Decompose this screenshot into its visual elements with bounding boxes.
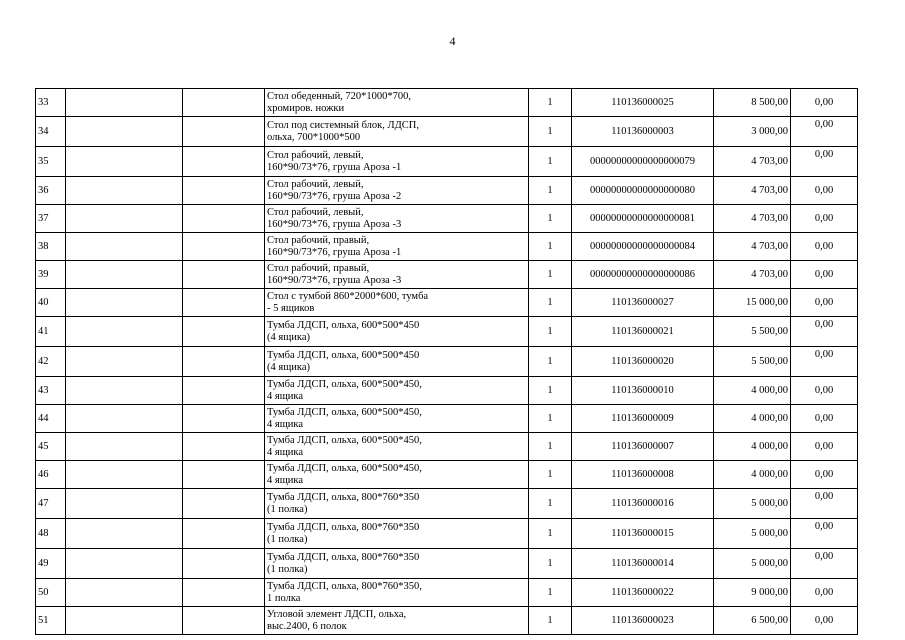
table-row [36, 147, 858, 177]
table-row [36, 377, 858, 405]
empty-cell [66, 519, 183, 549]
item-name: Стол обеденный, 720*1000*700, хромиров. ножки [265, 89, 529, 117]
empty-cell [183, 607, 265, 635]
empty-cell [66, 205, 183, 233]
empty-cell [66, 147, 183, 177]
row-number: 36 [36, 177, 66, 205]
residual-value: 0,00 [791, 89, 858, 117]
empty-cell [183, 89, 265, 117]
item-quantity: 1 [529, 549, 572, 579]
empty-cell [66, 317, 183, 347]
empty-cell [66, 489, 183, 519]
table-row [36, 405, 858, 433]
footer-line [765, 634, 815, 635]
item-quantity: 1 [529, 519, 572, 549]
item-name: Угловой элемент ЛДСП, ольха, выс.2400, 6 полок [265, 607, 529, 635]
table-row [36, 317, 858, 347]
empty-cell [183, 461, 265, 489]
row-number: 45 [36, 433, 66, 461]
item-quantity: 1 [529, 377, 572, 405]
inventory-code: 00000000000000000086 [572, 261, 714, 289]
inventory-code: 00000000000000000079 [572, 147, 714, 177]
item-name: Стол рабочий, правый, 160*90/73*76, груша Ароза -1 [265, 233, 529, 261]
item-quantity: 1 [529, 433, 572, 461]
item-price: 4 703,00 [714, 177, 791, 205]
item-name: Тумба ЛДСП, ольха, 600*500*450, 4 ящика [265, 433, 529, 461]
item-price: 4 000,00 [714, 405, 791, 433]
item-price: 4 703,00 [714, 205, 791, 233]
row-number: 34 [36, 117, 66, 147]
empty-cell [66, 461, 183, 489]
item-price: 5 000,00 [714, 549, 791, 579]
residual-value: 0,00 [791, 317, 858, 347]
empty-cell [66, 261, 183, 289]
row-number: 38 [36, 233, 66, 261]
inventory-code: 110136000008 [572, 461, 714, 489]
item-price: 4 000,00 [714, 377, 791, 405]
item-quantity: 1 [529, 233, 572, 261]
residual-value: 0,00 [791, 405, 858, 433]
item-quantity: 1 [529, 489, 572, 519]
empty-cell [183, 117, 265, 147]
table-row [36, 261, 858, 289]
item-quantity: 1 [529, 607, 572, 635]
residual-value: 0,00 [791, 461, 858, 489]
row-number: 48 [36, 519, 66, 549]
item-name: Стол под системный блок, ЛДСП, ольха, 700*1000*500 [265, 117, 529, 147]
residual-value: 0,00 [791, 579, 858, 607]
inventory-table [35, 88, 858, 635]
item-quantity: 1 [529, 177, 572, 205]
item-quantity: 1 [529, 347, 572, 377]
residual-value: 0,00 [791, 489, 858, 519]
inventory-code: 110136000023 [572, 607, 714, 635]
table-row [36, 289, 858, 317]
table-row [36, 607, 858, 635]
table-row [36, 347, 858, 377]
row-number: 51 [36, 607, 66, 635]
item-name: Тумба ЛДСП, ольха, 600*500*450 (4 ящика) [265, 347, 529, 377]
residual-value: 0,00 [791, 347, 858, 377]
table-row [36, 579, 858, 607]
item-quantity: 1 [529, 405, 572, 433]
item-name: Стол рабочий, левый, 160*90/73*76, груша Ароза -1 [265, 147, 529, 177]
item-price: 5 000,00 [714, 519, 791, 549]
empty-cell [183, 233, 265, 261]
table-row [36, 461, 858, 489]
residual-value: 0,00 [791, 261, 858, 289]
table-row [36, 89, 858, 117]
residual-value: 0,00 [791, 519, 858, 549]
table-row [36, 519, 858, 549]
item-name: Тумба ЛДСП, ольха, 600*500*450, 4 ящика [265, 405, 529, 433]
inventory-code: 00000000000000000081 [572, 205, 714, 233]
item-name: Тумба ЛДСП, ольха, 800*760*350 (1 полка) [265, 519, 529, 549]
row-number: 46 [36, 461, 66, 489]
inventory-code: 110136000010 [572, 377, 714, 405]
empty-cell [183, 549, 265, 579]
inventory-code: 00000000000000000080 [572, 177, 714, 205]
residual-value: 0,00 [791, 117, 858, 147]
item-price: 6 500,00 [714, 607, 791, 635]
empty-cell [183, 347, 265, 377]
item-name: Стол рабочий, правый, 160*90/73*76, груша Ароза -3 [265, 261, 529, 289]
inventory-code: 00000000000000000084 [572, 233, 714, 261]
row-number: 43 [36, 377, 66, 405]
residual-value: 0,00 [791, 233, 858, 261]
residual-value: 0,00 [791, 205, 858, 233]
inventory-code: 110136000007 [572, 433, 714, 461]
inventory-code: 110136000016 [572, 489, 714, 519]
item-name: Тумба ЛДСП, ольха, 800*760*350, 1 полка [265, 579, 529, 607]
item-quantity: 1 [529, 317, 572, 347]
table-row [36, 433, 858, 461]
empty-cell [66, 549, 183, 579]
empty-cell [66, 289, 183, 317]
table-row [36, 549, 858, 579]
row-number: 42 [36, 347, 66, 377]
row-number: 37 [36, 205, 66, 233]
residual-value: 0,00 [791, 177, 858, 205]
item-name: Тумба ЛДСП, ольха, 600*500*450 (4 ящика) [265, 317, 529, 347]
row-number: 39 [36, 261, 66, 289]
item-name: Тумба ЛДСП, ольха, 600*500*450, 4 ящика [265, 461, 529, 489]
empty-cell [66, 233, 183, 261]
residual-value: 0,00 [791, 289, 858, 317]
empty-cell [66, 377, 183, 405]
table-row [36, 205, 858, 233]
empty-cell [183, 519, 265, 549]
inventory-code: 110136000020 [572, 347, 714, 377]
inventory-code: 110136000025 [572, 89, 714, 117]
item-name: Стол с тумбой 860*2000*600, тумба - 5 ящиков [265, 289, 529, 317]
item-price: 15 000,00 [714, 289, 791, 317]
row-number: 50 [36, 579, 66, 607]
item-quantity: 1 [529, 579, 572, 607]
residual-value: 0,00 [791, 607, 858, 635]
empty-cell [183, 405, 265, 433]
table-body [36, 89, 858, 635]
row-number: 47 [36, 489, 66, 519]
residual-value: 0,00 [791, 147, 858, 177]
item-price: 4 000,00 [714, 433, 791, 461]
row-number: 35 [36, 147, 66, 177]
item-price: 4 703,00 [714, 261, 791, 289]
empty-cell [66, 433, 183, 461]
empty-cell [66, 117, 183, 147]
item-quantity: 1 [529, 117, 572, 147]
item-quantity: 1 [529, 261, 572, 289]
item-quantity: 1 [529, 89, 572, 117]
inventory-code: 110136000022 [572, 579, 714, 607]
table-row [36, 233, 858, 261]
item-price: 4 703,00 [714, 233, 791, 261]
empty-cell [183, 489, 265, 519]
item-price: 3 000,00 [714, 117, 791, 147]
item-price: 8 500,00 [714, 89, 791, 117]
empty-cell [183, 289, 265, 317]
empty-cell [66, 177, 183, 205]
residual-value: 0,00 [791, 433, 858, 461]
item-price: 9 000,00 [714, 579, 791, 607]
item-quantity: 1 [529, 461, 572, 489]
item-name: Тумба ЛДСП, ольха, 600*500*450, 4 ящика [265, 377, 529, 405]
empty-cell [66, 347, 183, 377]
item-quantity: 1 [529, 289, 572, 317]
item-price: 5 000,00 [714, 489, 791, 519]
empty-cell [183, 377, 265, 405]
item-quantity: 1 [529, 147, 572, 177]
item-name: Тумба ЛДСП, ольха, 800*760*350 (1 полка) [265, 549, 529, 579]
empty-cell [183, 205, 265, 233]
item-name: Стол рабочий, левый, 160*90/73*76, груша Ароза -2 [265, 177, 529, 205]
residual-value: 0,00 [791, 377, 858, 405]
empty-cell [183, 177, 265, 205]
table-row [36, 117, 858, 147]
item-price: 4 703,00 [714, 147, 791, 177]
page-number: 4 [449, 34, 456, 48]
empty-cell [183, 317, 265, 347]
empty-cell [66, 607, 183, 635]
item-price: 5 500,00 [714, 347, 791, 377]
empty-cell [66, 405, 183, 433]
inventory-code: 110136000003 [572, 117, 714, 147]
row-number: 40 [36, 289, 66, 317]
residual-value: 0,00 [791, 549, 858, 579]
item-name: Тумба ЛДСП, ольха, 800*760*350 (1 полка) [265, 489, 529, 519]
item-price: 5 500,00 [714, 317, 791, 347]
item-name: Стол рабочий, левый, 160*90/73*76, груша Ароза -3 [265, 205, 529, 233]
row-number: 33 [36, 89, 66, 117]
inventory-code: 110136000027 [572, 289, 714, 317]
empty-cell [183, 433, 265, 461]
item-price: 4 000,00 [714, 461, 791, 489]
row-number: 41 [36, 317, 66, 347]
row-number: 44 [36, 405, 66, 433]
inventory-code: 110136000014 [572, 549, 714, 579]
inventory-code: 110136000021 [572, 317, 714, 347]
table-row [36, 177, 858, 205]
inventory-code: 110136000009 [572, 405, 714, 433]
row-number: 49 [36, 549, 66, 579]
empty-cell [66, 579, 183, 607]
empty-cell [66, 89, 183, 117]
item-quantity: 1 [529, 205, 572, 233]
empty-cell [183, 147, 265, 177]
inventory-code: 110136000015 [572, 519, 714, 549]
empty-cell [183, 261, 265, 289]
empty-cell [183, 579, 265, 607]
table-row [36, 489, 858, 519]
